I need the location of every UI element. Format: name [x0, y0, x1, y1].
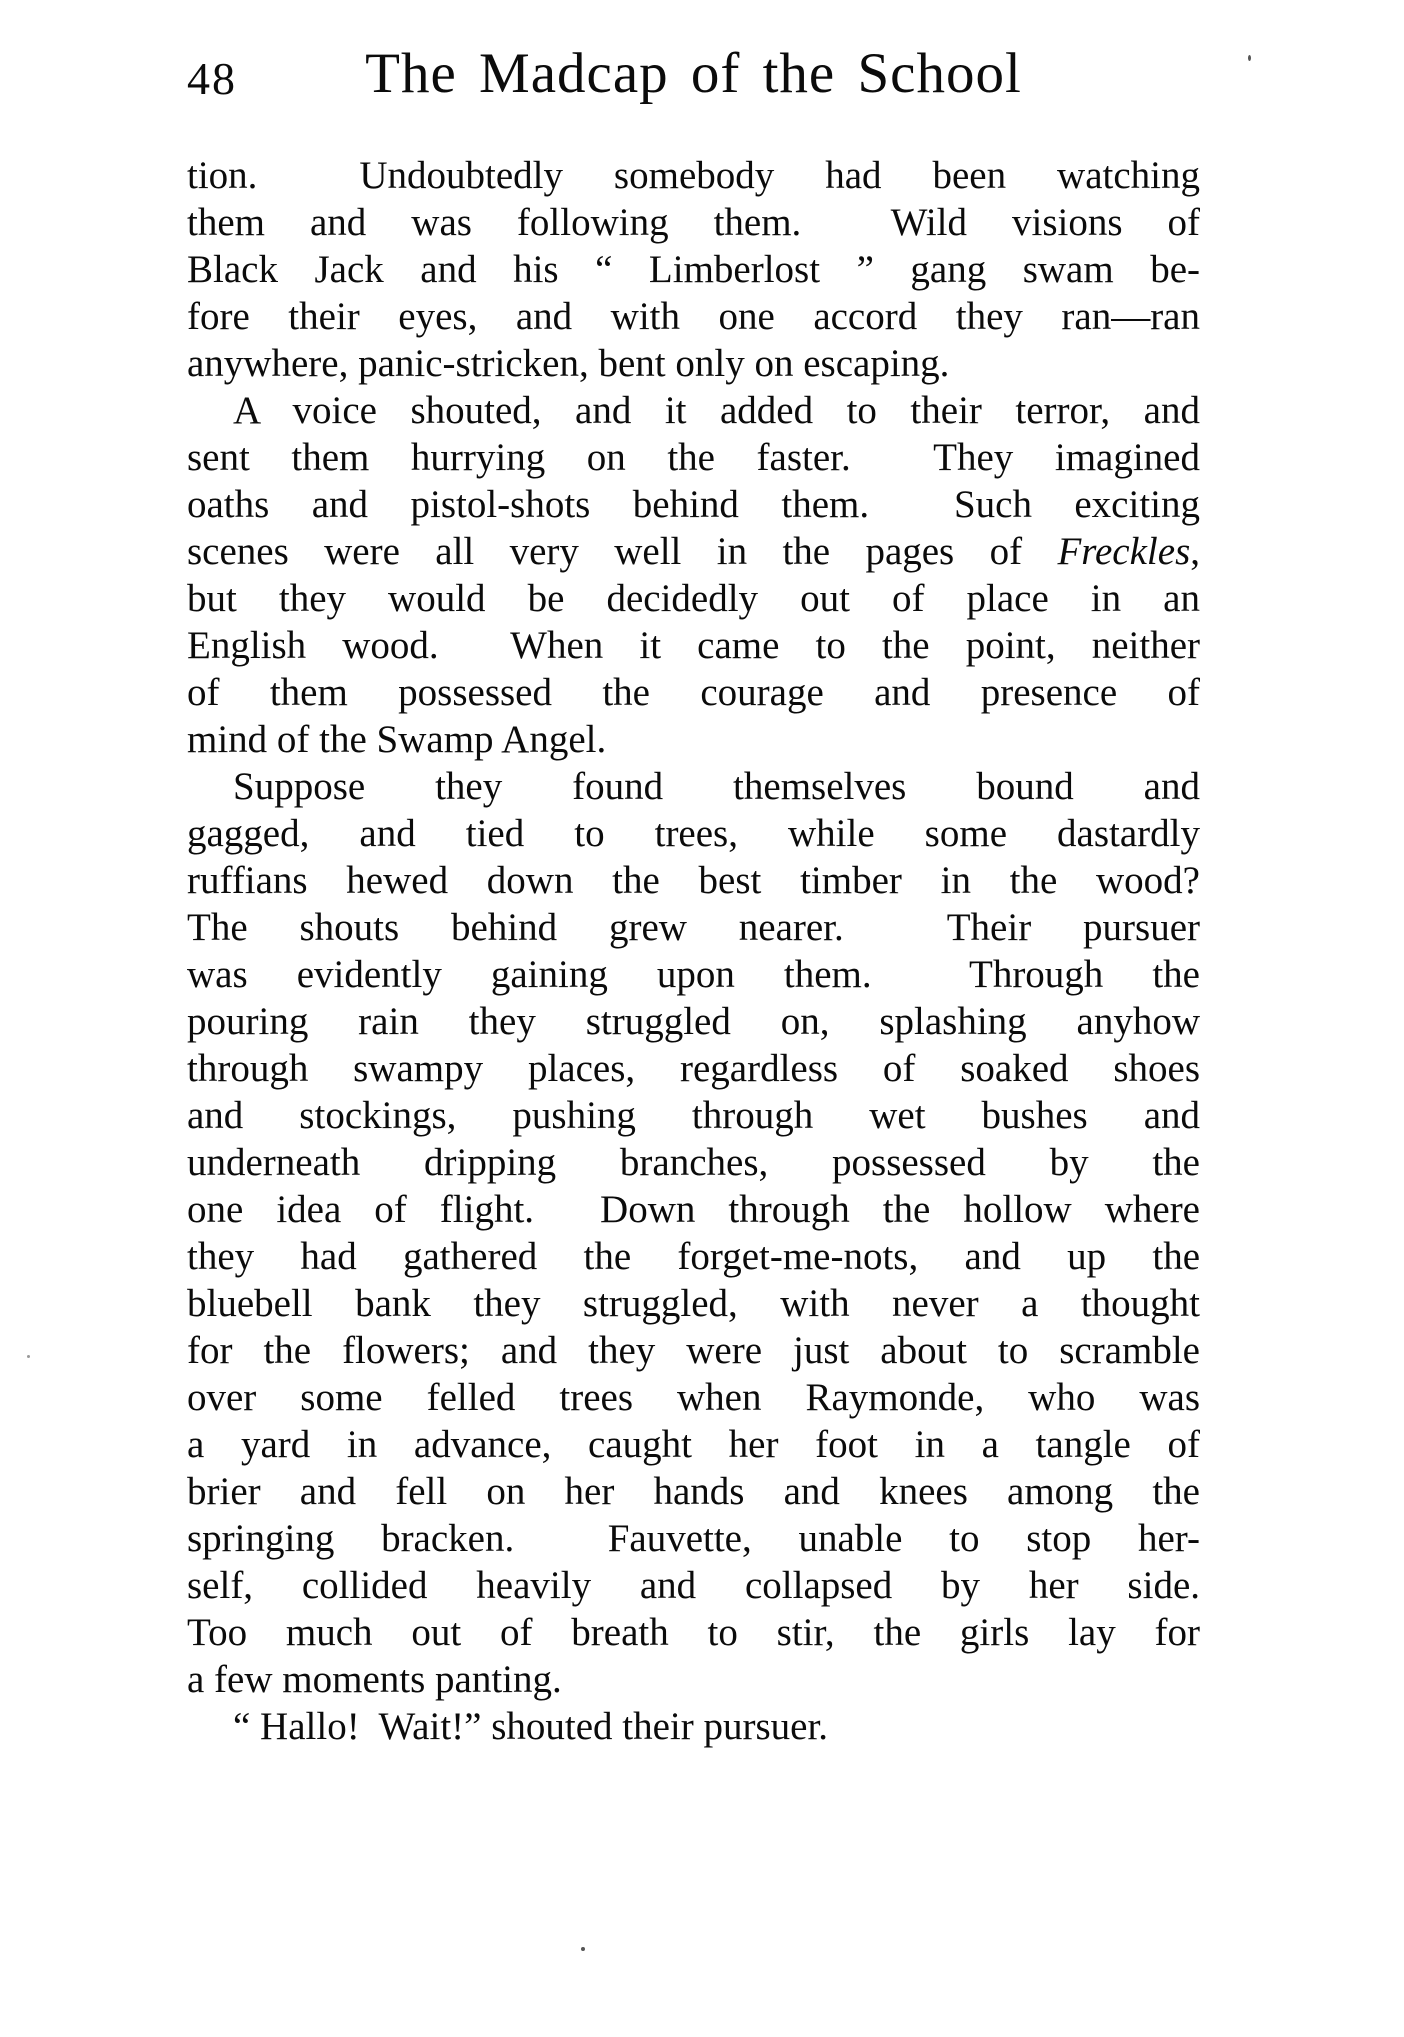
text-line: through swampy places, regardless of soaked shoes	[187, 1047, 1200, 1090]
text-line: was evidently gaining upon them. Through the	[187, 953, 1200, 996]
text-line: Suppose they found themselves bound and	[233, 765, 1200, 808]
text-line: over some felled trees when Raymonde, who was	[187, 1376, 1200, 1419]
text-line: tion. Undoubtedly somebody had been watching	[187, 154, 1200, 197]
italic-book-title: Freckles	[1057, 530, 1191, 573]
text-line: anywhere, panic-stricken, bent only on escaping.	[187, 342, 950, 385]
text-line: A voice shouted, and it added to their terror, and	[233, 389, 1200, 432]
page-text	[187, 152, 1200, 1750]
text-line: a few moments panting.	[187, 1658, 562, 1701]
text-line: one idea of flight. Down through the hollow where	[187, 1188, 1200, 1231]
text-line: oaths and pistol-shots behind them. Such exciting	[187, 483, 1200, 526]
scan-speck	[581, 1947, 585, 1951]
text-line: sent them hurrying on the faster. They imagined	[187, 436, 1200, 479]
text-line: for the flowers; and they were just about to scramble	[187, 1329, 1200, 1372]
text-line: springing bracken. Fauvette, unable to stop her-	[187, 1517, 1200, 1560]
page-header	[187, 34, 1200, 114]
text-line: but they would be decidedly out of place in an	[187, 577, 1200, 620]
text-line: of them possessed the courage and presence of	[187, 671, 1200, 714]
text-line: ruffians hewed down the best timber in the wood?	[187, 859, 1200, 902]
text-line: self, collided heavily and collapsed by her side.	[187, 1564, 1200, 1607]
text-line: bluebell bank they struggled, with never a thought	[187, 1282, 1200, 1325]
text-segment: ,	[1190, 530, 1200, 573]
text-line: brier and fell on her hands and knees among the	[187, 1470, 1200, 1513]
page-number: 48	[187, 53, 237, 104]
page-title: The Madcap of the School	[365, 42, 1022, 105]
scan-speck	[27, 1355, 30, 1358]
text-line: they had gathered the forget-me-nots, and up the	[187, 1235, 1200, 1278]
text-line: and stockings, pushing through wet bushes and	[187, 1094, 1200, 1137]
text-line: a yard in advance, caught her foot in a tangle of	[187, 1423, 1200, 1466]
text-line: English wood. When it came to the point, neither	[187, 624, 1200, 667]
text-line: “ Hallo! Wait!” shouted their pursuer.	[233, 1705, 829, 1748]
text-line: Too much out of breath to stir, the girls lay for	[187, 1611, 1200, 1654]
text-line: pouring rain they struggled on, splashing anyhow	[187, 1000, 1200, 1043]
text-line	[187, 528, 1200, 575]
text-line: them and was following them. Wild visions of	[187, 201, 1200, 244]
text-line: fore their eyes, and with one accord they ran—ran	[187, 295, 1200, 338]
text-line: gagged, and tied to trees, while some dastardly	[187, 812, 1200, 855]
text-line: mind of the Swamp Angel.	[187, 718, 607, 761]
scan-speck	[1248, 55, 1251, 61]
text-segment: scenes were all very well in the pages of	[187, 530, 1058, 573]
text-line: The shouts behind grew nearer. Their pursuer	[187, 906, 1200, 949]
text-line: Black Jack and his “ Limberlost ” gang swam be-	[187, 248, 1200, 291]
text-line: underneath dripping branches, possessed by the	[187, 1141, 1200, 1184]
